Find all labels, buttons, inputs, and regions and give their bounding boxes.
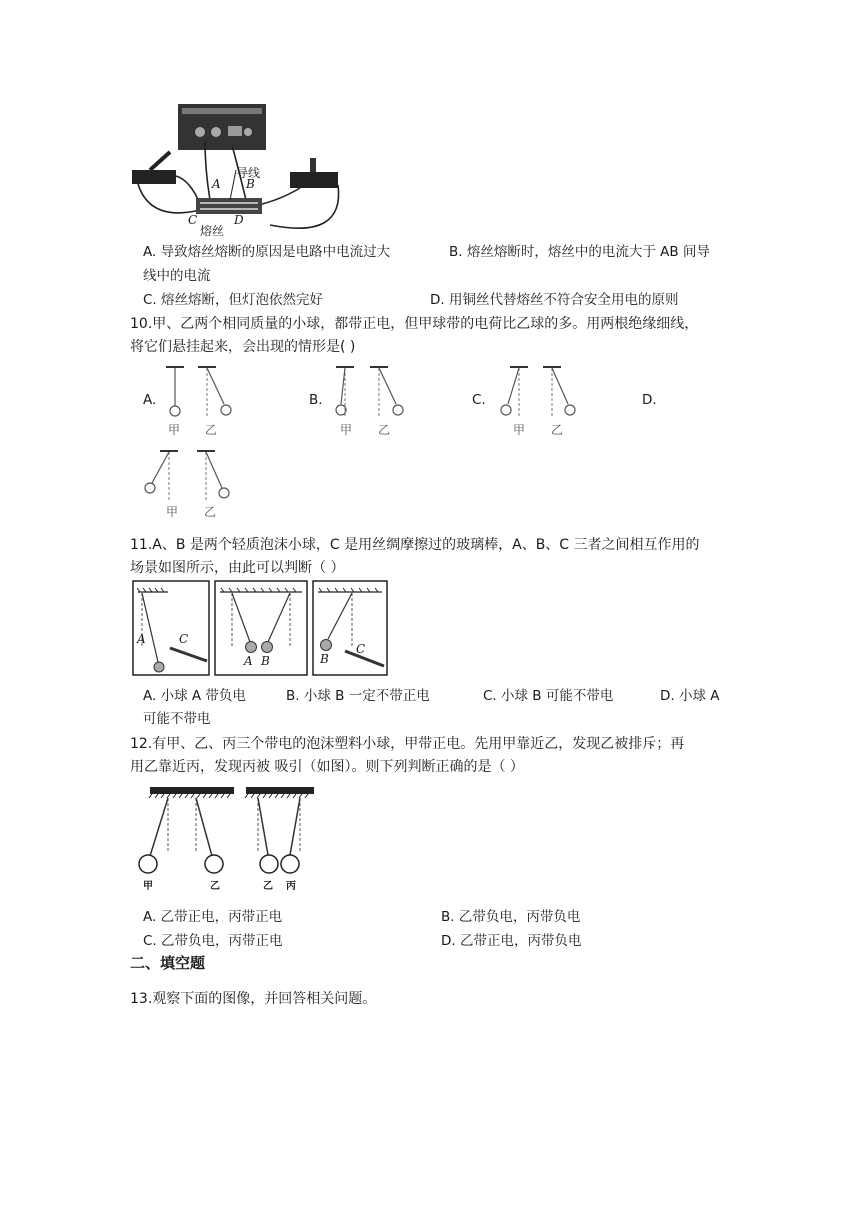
q10-a-label-yi: 乙 [205,423,218,437]
q9-option-b-cont: 线中的电流 [143,268,211,284]
fuse-label-D: D [234,213,244,227]
q12-option-a: A. 乙带正电，丙带正电 [143,909,283,925]
q10-option-c: C. [472,392,486,408]
q11-fig-label-C1: C [179,632,189,646]
q11-fig-label-B2: B [261,654,270,668]
fuse-label-B: B [246,177,255,191]
q10-d-label-yi: 乙 [204,505,217,519]
q10-a-label-jia: 甲 [168,423,181,437]
q12-option-c: C. 乙带负电，丙带正电 [143,933,283,949]
fuse-label-C: C [188,213,198,227]
q10-option-b: B. [309,392,323,408]
q10-c-label-jia: 甲 [513,423,526,437]
fuse-label-A: A [212,177,221,191]
q12-option-b: B. 乙带负电，丙带负电 [441,909,581,925]
q11-text-line2: 场景如图所示，由此可以判断（ ） [130,560,345,576]
q10-text-line1: 10.甲、乙两个相同质量的小球，都带正电，但甲球带的电荷比乙球的多。用两根绝缘细线， [130,316,699,332]
q10-option-a: A. [143,392,157,408]
q9-option-a: A. 导致熔丝熔断的原因是电路中电流过大 [143,244,391,260]
q10-d-label-jia: 甲 [166,505,179,519]
q12-fig-label-jia: 甲 [143,881,153,892]
q12-fig-label-yi: 乙 [210,881,220,892]
q10-text-line2: 将它们悬挂起来，会出现的情形是( ) [130,339,356,355]
fuse-wire-label: 导线 [236,166,261,180]
q12-fig-label-bing: 丙 [286,881,296,892]
q10-option-d: D. [642,392,657,408]
q9-option-d: D. 用铜丝代替熔丝不符合安全用电的原则 [430,292,679,308]
q11-fig-label-A2: A [244,654,253,668]
q10-c-label-yi: 乙 [551,423,564,437]
fuse-fuse-label: 熔丝 [200,224,225,238]
q11-fig-label-B3: B [320,652,329,666]
q11-option-a: A. 小球 A 带负电 [143,688,246,704]
q11-fig-label-A1: A [137,632,146,646]
q11-option-b: B. 小球 B 一定不带正电 [286,688,430,704]
q11-option-d: D. 小球 A [660,688,720,704]
q11-option-c: C. 小球 B 可能不带电 [483,688,614,704]
q10-b-label-jia: 甲 [340,423,353,437]
q9-option-c: C. 熔丝熔断，但灯泡依然完好 [143,292,324,308]
q12-fig-label-yi2: 乙 [263,881,273,892]
section-heading-fill-in: 二、填空题 [130,954,206,972]
q11-text-line1: 11.A、B 是两个轻质泡沫小球，C 是用丝绸摩擦过的玻璃棒，A、B、C 三者之间相互作用的 [130,537,700,553]
q11-option-d-cont: 可能不带电 [143,711,211,727]
q10-b-label-yi: 乙 [378,423,391,437]
q13-text: 13.观察下面的图像，并回答相关问题。 [130,991,377,1007]
q11-fig-label-C3: C [356,642,366,656]
q9-option-b: B. 熔丝熔断时，熔丝中的电流大于 AB 间导 [449,244,710,260]
q12-option-d: D. 乙带正电，丙带负电 [441,933,582,949]
q12-text-line1: 12.有甲、乙、丙三个带电的泡沫塑料小球，甲带正电。先用甲靠近乙，发现乙被排斥；再 [130,736,685,752]
q12-text-line2: 用乙靠近丙，发现丙被 吸引（如图）。则下列判断正确的是（ ） [130,759,524,775]
